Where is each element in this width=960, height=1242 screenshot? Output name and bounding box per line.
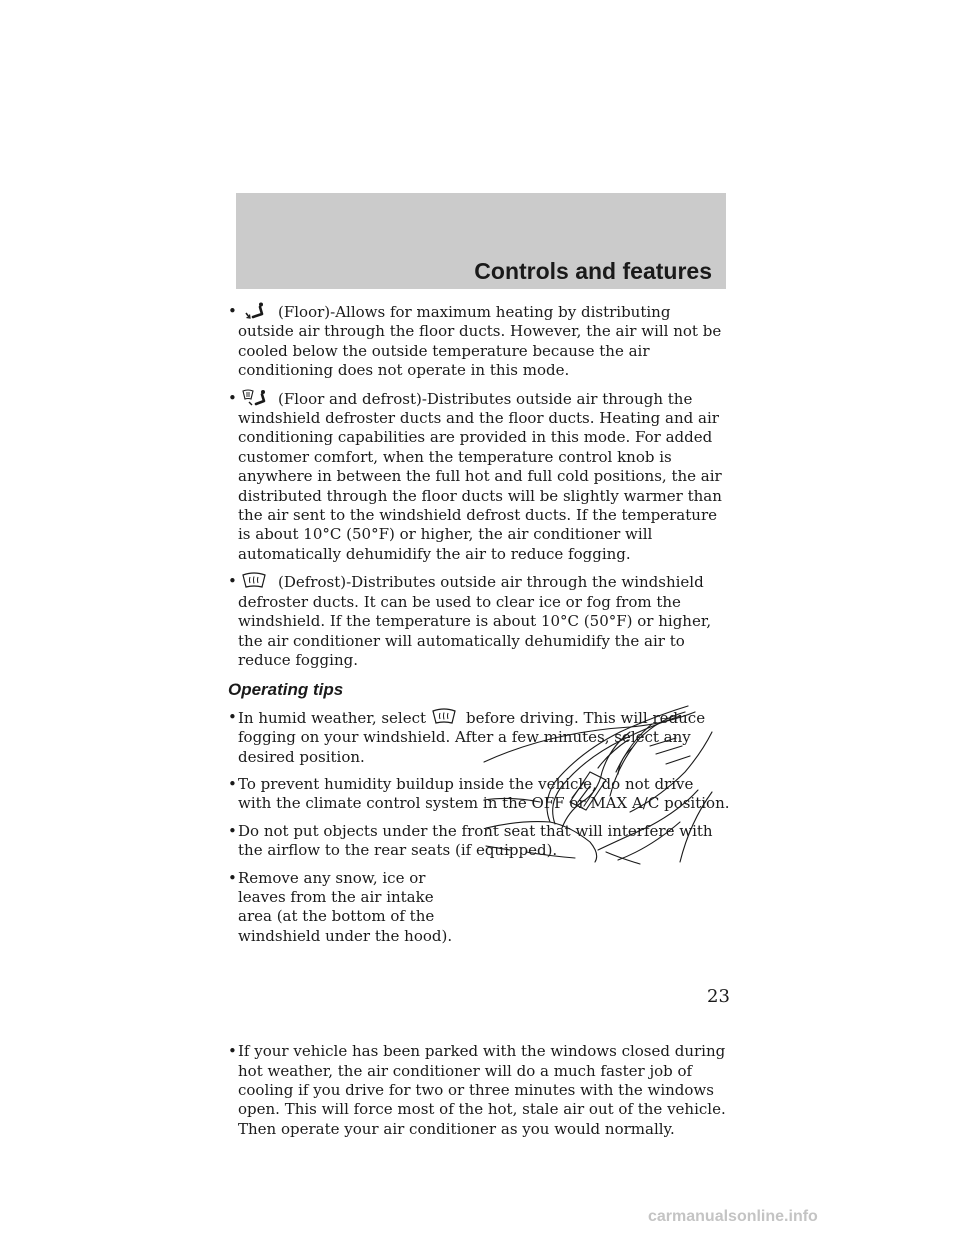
mode-defrost-item xyxy=(228,572,730,670)
tip-text: Do not put objects under the front seat that will interfere with the airflow to the rear seats (if equipped). xyxy=(238,821,713,860)
mode-floor-defrost-text: (Floor and defrost)-Distributes outside air through the windshield defroster ducts and the floor ducts. Heating and air conditioning capabilities are provided in this mode. For added customer comfort, when the temperature control knob is anywhere in between the full hot and full cold positions, the air distributed through the floor ducts will be slightly warmer than the air sent to the windshield defrost ducts. If the temperature is about 10°C (50°F) or higher, the air conditioner will automatically dehumidify the air to reduce fogging. xyxy=(238,389,722,563)
tip-humid-after-text: before driving. This will reduce fogging on your windshield. After a few minutes, select any desired position. xyxy=(238,708,706,766)
tip-text: If your vehicle has been parked with the windows closed during hot weather, the air conditioner will do a much faster job of cooling if you drive for two or three minutes with the windows open. This will force most of the hot, stale air out of the vehicle. Then operate your air conditioner as you would normally. xyxy=(238,1042,726,1138)
bullet-dot: • xyxy=(228,774,237,793)
bullet-dot: • xyxy=(228,388,237,407)
tip-text: Remove any snow, ice or leaves from the air intake area (at the bottom of the windshield under the hood). xyxy=(238,868,453,945)
bullet-dot: • xyxy=(228,572,237,591)
tip-air-intake xyxy=(228,869,468,947)
mode-defrost-text: (Defrost)-Distributes outside air through the windshield defroster ducts. It can be used to clear ice or fog from the windshield. If the temperature is about 10°C (50°F) or higher, the air conditioner will automatically dehumidify the air to reduce fogging. xyxy=(238,573,712,669)
bullet-dot: • xyxy=(228,821,237,840)
bullet-dot: • xyxy=(228,1042,237,1061)
defrost-icon xyxy=(240,572,274,590)
tip-parked-hot-weather xyxy=(228,1042,730,1139)
bullet-dot: • xyxy=(228,868,237,887)
defrost-icon xyxy=(428,708,462,726)
mode-floor-defrost-item xyxy=(228,389,730,565)
mode-floor-text: (Floor)-Allows for maximum heating by distributing outside air through the floor ducts. However, the air will not be cooled below the outside temperature because the air conditioning does not operate in this mode. xyxy=(238,303,722,380)
floor-vent-icon xyxy=(240,302,274,320)
bullet-dot: • xyxy=(228,302,237,320)
page-number: 23 xyxy=(707,986,730,1007)
section-title: Controls and features xyxy=(474,258,712,284)
tip-humid-before-text: In humid weather, select xyxy=(238,708,427,727)
section-header-band xyxy=(236,193,726,289)
tip-text: To prevent humidity buildup inside the vehicle, do not drive with the climate control system in the OFF or MAX A/C position. xyxy=(238,774,730,813)
mode-floor-item xyxy=(228,302,730,381)
floor-defrost-icon xyxy=(240,389,274,407)
watermark: carmanualsonline.info xyxy=(648,1208,818,1225)
bullet-dot: • xyxy=(228,707,237,726)
operating-tips-heading: Operating tips xyxy=(228,680,344,700)
air-intake-illustration xyxy=(480,702,718,868)
